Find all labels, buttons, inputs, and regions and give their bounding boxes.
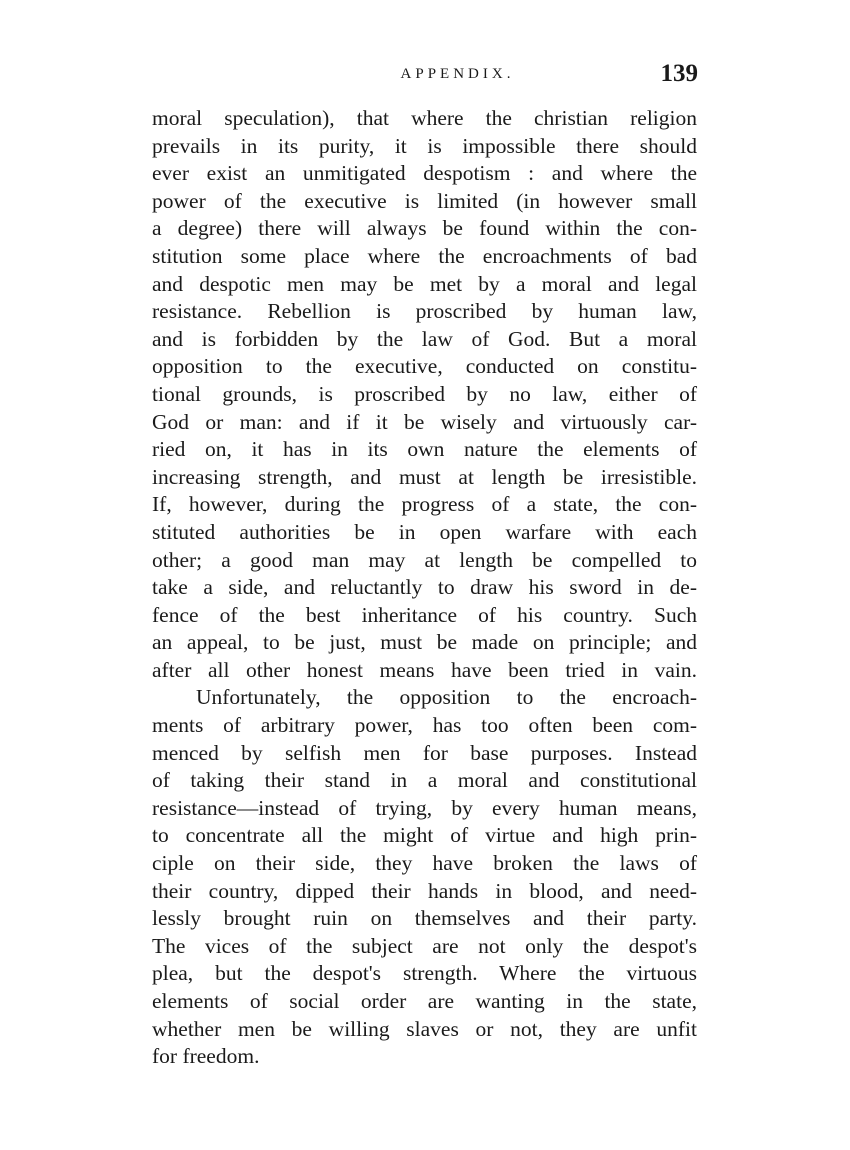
text-line: and despotic men may be met by a moral and legal — [152, 271, 697, 296]
text-line: increasing strength, and must at length be irresistible. — [152, 464, 697, 489]
text-line: fence of the best inheritance of his country. Such — [152, 602, 697, 627]
text-line: Unfortunately, the opposition to the encroach- — [196, 685, 697, 710]
text-line: after all other honest means have been tried in vain. — [152, 657, 697, 682]
text-line: The vices of the subject are not only the despot's — [152, 933, 697, 958]
body-text — [152, 105, 697, 1071]
text-line: God or man: and if it be wisely and virtuously car- — [152, 409, 697, 434]
text-line: of taking their stand in a moral and constitutional — [152, 768, 697, 793]
text-line: resistance—instead of trying, by every human means, — [152, 795, 697, 820]
text-line: stitution some place where the encroachments of bad — [152, 243, 697, 268]
text-line: stituted authorities be in open warfare with each — [152, 519, 697, 544]
text-line: a degree) there will always be found within the con- — [152, 216, 697, 241]
text-line: take a side, and reluctantly to draw his sword in de- — [152, 575, 697, 600]
text-line: moral speculation), that where the christian religion — [152, 106, 697, 130]
text-line: other; a good man may at length be compelled to — [152, 547, 697, 572]
text-line: plea, but the despot's strength. Where the virtuous — [152, 961, 697, 986]
running-head — [155, 60, 700, 90]
text-line: opposition to the executive, conducted on constitu- — [152, 354, 697, 379]
text-line: ever exist an unmitigated despotism : and where the — [152, 161, 697, 186]
text-line: their country, dipped their hands in blood, and need- — [152, 878, 697, 903]
text-line: whether men be willing slaves or not, they are unfit — [152, 1016, 697, 1041]
text-line: lessly brought ruin on themselves and their party. — [152, 906, 697, 931]
text-line: power of the executive is limited (in however small — [152, 188, 697, 213]
text-line: tional grounds, is proscribed by no law, either of — [152, 381, 697, 406]
text-line: ried on, it has in its own nature the elements of — [152, 437, 697, 462]
text-line: ments of arbitrary power, has too often been com- — [152, 713, 697, 738]
text-line: for freedom. — [152, 1044, 260, 1069]
text-line: resistance. Rebellion is proscribed by human law, — [152, 299, 697, 324]
text-line: an appeal, to be just, must be made on principle; and — [152, 630, 697, 655]
text-line: prevails in its purity, it is impossible there should — [152, 133, 697, 158]
text-line: elements of social order are wanting in the state, — [152, 989, 697, 1013]
text-line: If, however, during the progress of a state, the con- — [152, 492, 697, 517]
text-line: menced by selfish men for base purposes. Instead — [152, 740, 697, 765]
running-head-title: APPENDIX. — [400, 66, 515, 82]
text-line: and is forbidden by the law of God. But a moral — [152, 326, 697, 351]
page-number: 139 — [660, 60, 698, 87]
text-line: to concentrate all the might of virtue and high prin- — [152, 823, 697, 848]
text-line: ciple on their side, they have broken the laws of — [152, 851, 697, 876]
